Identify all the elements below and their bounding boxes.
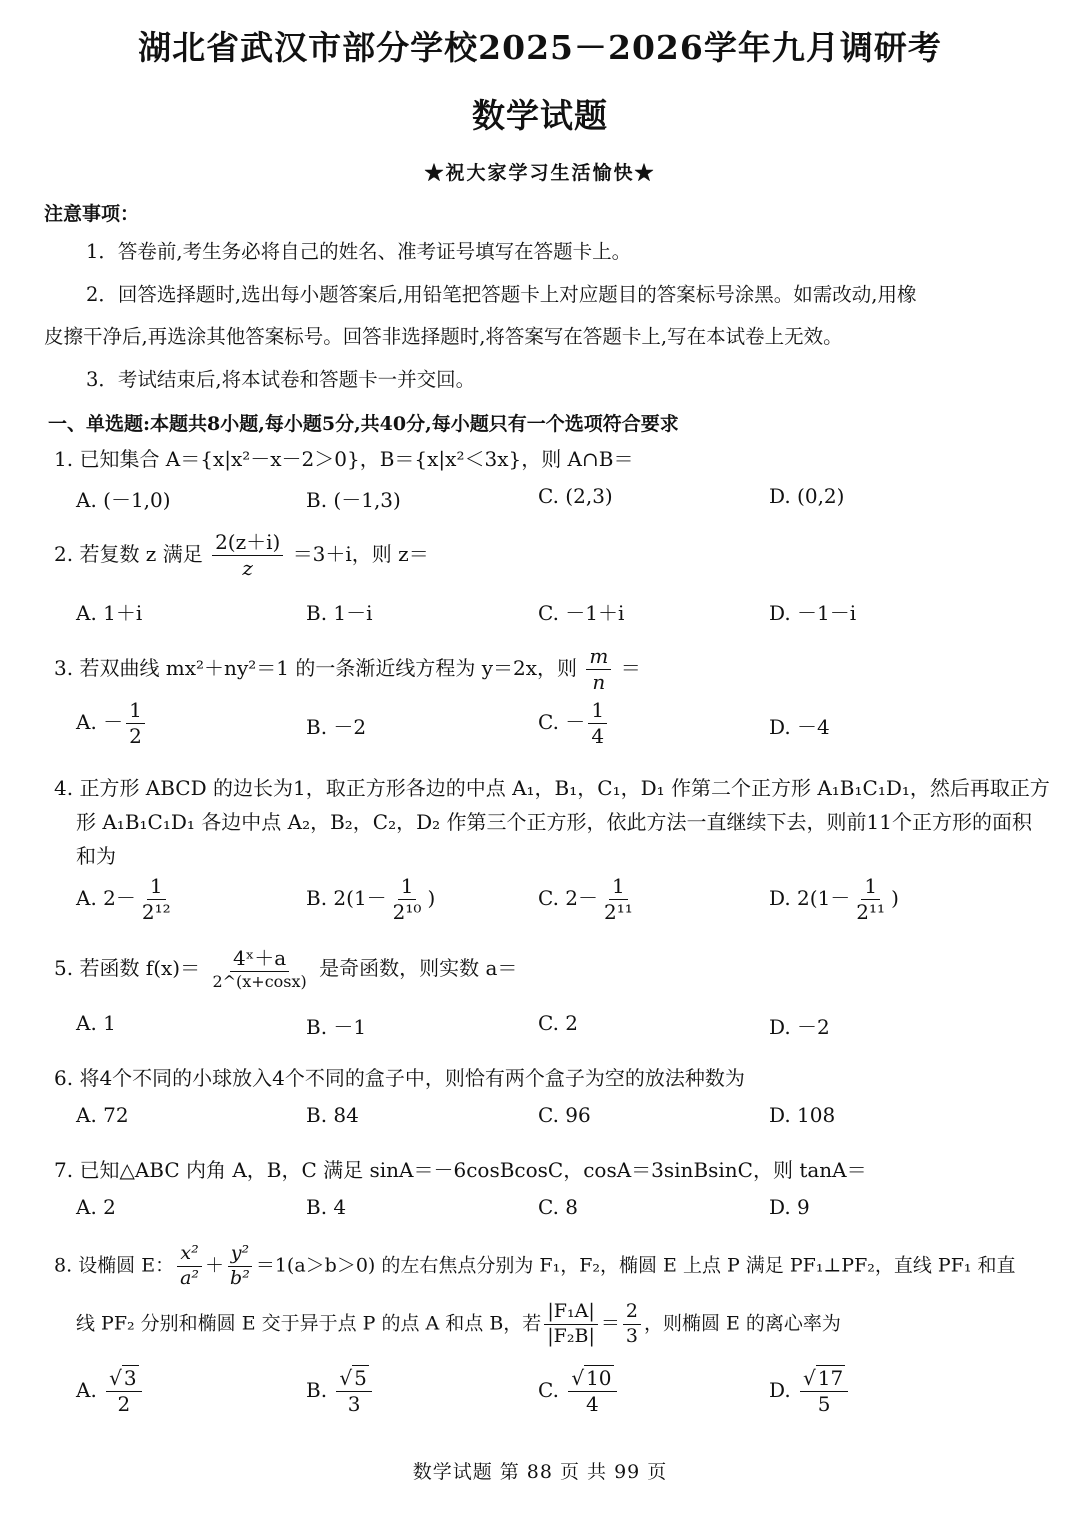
q8-frac-y-den: b² (230, 1266, 250, 1289)
q8-line1-post: ＝1(a＞b＞0) 的左右焦点分别为 F₁，F₂，椭圆 E 上点 P 满足 PF₁⊥PF₂，直线 PF₁ 和直 (255, 1254, 1016, 1277)
q3-option-a-frac (126, 700, 145, 747)
question-2-stem (54, 532, 429, 579)
question-7-stem: 7. 已知△ABC 内角 A，B，C 满足 sinA＝－6cosBcosC，cosA＝3sinBsinC，则 tanA＝ (54, 1158, 867, 1182)
q8-option-c (538, 1368, 620, 1415)
q5-stem-post: 是奇函数，则实数 a＝ (319, 955, 518, 980)
q2-stem-post: ＝3＋i，则 z＝ (292, 542, 429, 566)
q8-frac-ratio-num: |F₁A| (544, 1302, 597, 1325)
q2-stem-pre: 2. 若复数 z 满足 (54, 542, 203, 566)
q5-option-c: C. 2 (538, 1011, 579, 1035)
q4-option-a-frac (139, 876, 174, 923)
question-8-line-2 (76, 1302, 841, 1347)
exam-title: 湖北省武汉市部分学校2025－2026学年九月调研考 (138, 28, 942, 67)
notice-item-2-cont: 皮擦干净后,再选涂其他答案标号。回答非选择题时,将答案写在答题卡上,写在本试卷上无效。 (44, 325, 843, 348)
q4-option-c-frac (601, 876, 636, 923)
notice-item-2: 2．回答选择题时,选出每小题答案后,用铅笔把答题卡上对应题目的答案标号涂黑。如需改动,用橡 (86, 283, 917, 306)
q2-fraction-num: 2(z＋i) (212, 532, 283, 556)
exam-subtitle: 数学试题 (472, 96, 608, 135)
q6-option-d: D. 108 (769, 1103, 836, 1127)
q1-option-b: B. (－1,3) (306, 488, 401, 512)
notice-item-3: 3．考试结束后,将本试卷和答题卡一并交回。 (86, 368, 476, 391)
q8-frac-two-thirds-den: 3 (625, 1324, 638, 1347)
q8-frac-x (177, 1244, 202, 1289)
q8-option-a-den: 2 (117, 1392, 131, 1416)
q8-frac-ratio-den: |F₂B| (547, 1324, 595, 1347)
q8-frac-two-thirds-num: 2 (623, 1302, 641, 1325)
q6-option-a: A. 72 (76, 1103, 129, 1127)
q8-frac-ratio (544, 1302, 598, 1347)
q8-frac-y-num: y² (228, 1244, 252, 1267)
q5-fraction-den: 2^(x+cosx) (212, 972, 307, 991)
q8-plus: ＋ (205, 1254, 225, 1277)
q3-fraction-num: m (586, 646, 611, 670)
q8-option-c-pre: C. (538, 1378, 559, 1402)
q5-stem-pre: 5. 若函数 f(x)＝ (54, 955, 201, 980)
q6-option-c: C. 96 (538, 1103, 591, 1127)
q3-option-b: B. －2 (306, 715, 367, 739)
q8-option-c-num: 10 (586, 1366, 612, 1390)
q3-option-a (76, 700, 148, 747)
q4-option-a (76, 876, 177, 923)
q8-line1-pre: 8. 设椭圆 E： (54, 1254, 175, 1277)
q4-option-d-frac (853, 876, 888, 923)
q8-option-a-num-wrap: √ 3 (106, 1368, 141, 1392)
q3-option-c-den: 4 (591, 724, 605, 748)
q8-option-b (306, 1368, 375, 1415)
q8-option-b-num-wrap: √ 5 (336, 1368, 371, 1392)
q7-option-c: C. 8 (538, 1195, 579, 1219)
q3-option-c-num: 1 (588, 700, 607, 724)
q8-option-d-den: 5 (817, 1392, 831, 1416)
q4-option-b (306, 876, 435, 923)
question-4-line-2: 形 A₁B₁C₁D₁ 各边中点 A₂，B₂，C₂，D₂ 作第三个正方形，依此方法一直继续下去，则前11个正方形的面积 (76, 810, 1032, 834)
q8-option-d-frac (800, 1368, 848, 1415)
q8-line2-pre: 线 PF₂ 分别和椭圆 E 交于异于点 P 的点 A 和点 B，若 (76, 1312, 542, 1335)
q4-option-b-post: ) (427, 886, 436, 910)
q8-frac-two-thirds (623, 1302, 641, 1347)
q4-option-b-pre: B. 2(1－ (306, 886, 387, 910)
q8-frac-x-den: a² (180, 1266, 200, 1289)
q2-option-b: B. 1－i (306, 601, 373, 625)
q4-option-b-num: 1 (398, 876, 417, 900)
q1-option-d: D. (0,2) (769, 484, 845, 508)
q3-fraction (586, 646, 611, 693)
q4-option-d-den: 2¹¹ (856, 900, 886, 924)
q2-fraction (212, 532, 283, 579)
question-4-line-3: 和为 (76, 844, 116, 868)
q4-option-d-num: 1 (861, 876, 880, 900)
q4-option-c-den: 2¹¹ (604, 900, 633, 924)
q4-option-d (769, 876, 899, 923)
q1-option-a: A. (－1,0) (76, 488, 171, 512)
q8-eq: ＝ (600, 1312, 620, 1335)
q4-option-a-num: 1 (147, 876, 166, 900)
q5-fraction-num: 4ˣ＋a (230, 948, 289, 972)
q8-option-a (76, 1368, 145, 1415)
notice-heading: 注意事项： (44, 203, 140, 225)
q4-option-a-pre: A. 2－ (76, 886, 136, 910)
q4-option-d-post: ) (891, 886, 899, 910)
q3-stem-post: ＝ (620, 656, 641, 680)
q4-option-c (538, 876, 639, 923)
q5-option-a: A. 1 (76, 1011, 116, 1035)
q3-option-c (538, 700, 610, 747)
q7-option-a: A. 2 (76, 1195, 116, 1219)
page-footer: 数学试题 第 88 页 共 99 页 (412, 1461, 668, 1483)
q2-fraction-den: z (242, 556, 253, 580)
question-4-line-1: 4. 正方形 ABCD 的边长为1，取正方形各边的中点 A₁，B₁，C₁，D₁ 作第二个正方形 A₁B₁C₁D₁，然后再取正方 (54, 776, 1050, 800)
question-5-stem (54, 948, 517, 991)
q8-frac-x-num: x² (177, 1244, 201, 1267)
q8-option-d-pre: D. (769, 1378, 791, 1402)
section-heading: 一、单选题:本题共8小题,每小题5分,共40分,每小题只有一个选项符合要求 (48, 413, 679, 435)
q4-option-a-den: 2¹² (141, 900, 171, 924)
q7-option-d: D. 9 (769, 1195, 810, 1219)
q5-option-b: B. －1 (306, 1015, 367, 1039)
notice-item-1: 1．答卷前,考生务必将自己的姓名、准考证号填写在答题卡上。 (86, 240, 632, 263)
q7-option-b: B. 4 (306, 1195, 347, 1219)
q8-line2-post: ，则椭圆 E 的离心率为 (643, 1312, 841, 1335)
q3-fraction-den: n (592, 670, 606, 694)
q4-option-d-pre: D. 2(1－ (769, 886, 851, 910)
motto: ★祝大家学习生活愉快★ (424, 162, 656, 184)
q4-option-c-num: 1 (609, 876, 628, 900)
q8-option-a-frac (106, 1368, 141, 1415)
q8-option-c-num-wrap: √ 10 (568, 1368, 616, 1392)
q8-option-b-pre: B. (306, 1378, 328, 1402)
question-8-line-1 (54, 1244, 1016, 1289)
q3-option-a-den: 2 (129, 724, 142, 748)
q8-option-b-den: 3 (347, 1392, 361, 1416)
q4-option-b-frac (390, 876, 425, 923)
q8-option-d (769, 1368, 851, 1415)
q1-option-c: C. (2,3) (538, 484, 613, 508)
q3-option-c-pre: C. － (538, 710, 586, 734)
q6-option-b: B. 84 (306, 1103, 359, 1127)
q8-option-a-num: 3 (123, 1366, 137, 1390)
q3-option-a-num: 1 (126, 700, 145, 724)
q8-option-a-pre: A. (76, 1378, 97, 1402)
q3-stem-pre: 3. 若双曲线 mx²＋ny²＝1 的一条渐近线方程为 y＝2x，则 (54, 656, 577, 680)
q8-option-d-num-wrap: √ 17 (800, 1368, 848, 1392)
q2-option-a: A. 1＋i (76, 601, 143, 625)
q4-option-b-den: 2¹⁰ (392, 900, 422, 924)
q8-option-b-num: 5 (354, 1366, 367, 1390)
question-3-stem (54, 646, 641, 693)
question-6-stem: 6. 将4个不同的小球放入4个不同的盒子中，则恰有两个盒子为空的放法种数为 (54, 1066, 745, 1090)
question-1-stem: 1. 已知集合 A＝{x|x²－x－2＞0}，B＝{x|x²＜3x}，则 A∩B＝ (54, 447, 634, 471)
q5-option-d: D. －2 (769, 1015, 830, 1039)
q3-option-d: D. －4 (769, 715, 830, 739)
q4-option-c-pre: C. 2－ (538, 886, 599, 910)
q5-fraction (209, 948, 309, 991)
q8-frac-y (227, 1244, 253, 1289)
q3-option-a-pre: A. － (76, 710, 124, 734)
q2-option-d: D. －1－i (769, 601, 857, 625)
q8-option-c-frac (568, 1368, 616, 1415)
q2-option-c: C. －1＋i (538, 601, 625, 625)
q3-option-c-frac (588, 700, 607, 747)
q8-option-d-num: 17 (817, 1366, 844, 1390)
q8-option-c-den: 4 (586, 1392, 599, 1416)
q8-option-b-frac (336, 1368, 371, 1415)
